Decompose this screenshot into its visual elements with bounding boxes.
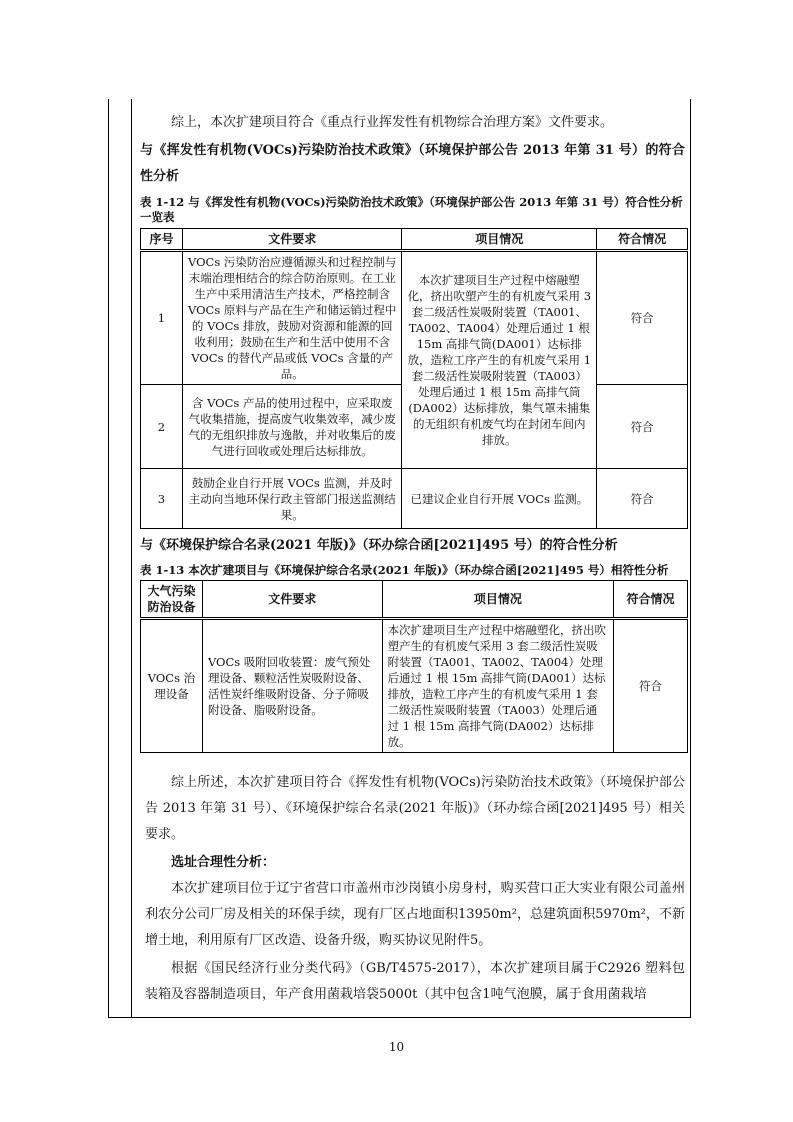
row-situation-merged: 本次扩建项目生产过程中熔融塑化，挤出吹塑产生的有机废气采用 3 套二级活性炭吸附装置（TA001、TA002、TA004）处理后通过 1 根 15m 高排气筒(DA001）达标排放，造粒工序产生的有机废气采用 1 套二级活性炭吸附装置（TA003）处理后通过 1 根 15m 高排气筒(DA002）达标排放，集气罩未捕集的无组织有机废气均在封闭车间内排放。 bbox=[402, 251, 597, 469]
table-header-requirement: 文件要求 bbox=[202, 581, 382, 619]
table-header-device: 大气污染防治设备 bbox=[141, 581, 203, 619]
row-compliance: 符合 bbox=[597, 469, 688, 529]
section-heading-env-directory: 与《环境保护综合名录(2021 年版)》（环办综合函[2021]495 号）的符合性分析 bbox=[140, 538, 618, 553]
row-situation: 本次扩建项目生产过程中熔融塑化，挤出吹塑产生的有机废气采用 3 套二级活性炭吸附装置（TA001、TA002、TA004）处理后通过 1 根 15m 高排气筒(DA001）达标排放，造粒工序产生的有机废气采用 1 套二级活性炭吸附装置（TA003）处理后通过 1 根 15m 高排气筒(DA002）达标排放。 bbox=[382, 619, 614, 753]
row-compliance: 符合 bbox=[597, 385, 688, 469]
table-header-no: 序号 bbox=[141, 229, 183, 251]
paragraph-industry-class: 根据《国民经济行业分类代码》（GB/T4575-2017），本次扩建项目属于C2926 塑料包装箱及容器制造项目，年产食用菌栽培袋5000t（其中包含1吨气泡膜，属于食用菌栽培 bbox=[145, 961, 685, 1002]
table-header-requirement: 文件要求 bbox=[182, 229, 402, 251]
table-header-situation: 项目情况 bbox=[382, 581, 614, 619]
row-number: 3 bbox=[141, 469, 183, 529]
table-header-compliance: 符合情况 bbox=[614, 581, 688, 619]
row-situation: 已建议企业自行开展 VOCs 监测。 bbox=[402, 469, 597, 529]
section-heading-site: 选址合理性分析： bbox=[171, 855, 276, 870]
table-row bbox=[141, 251, 688, 385]
paragraph-summary-2: 综上所述，本次扩建项目符合《挥发性有机物(VOCs)污染防治技术政策》（环境保护部公告 2013 年第 31 号）、《环境保护综合名录(2021 年版)》（环办综合函[2021]495 号）相关要求。 bbox=[145, 775, 685, 842]
table-1-12-caption: 表 1-12 与《挥发性有机物(VOCs)污染防治技术政策》（环境保护部公告 2013 年第 31 号）符合性分析一览表 bbox=[140, 195, 683, 224]
row-requirement: VOCs 吸附回收装置：废气预处理设备、颗粒活性炭吸附设备、活性炭纤维吸附设备、分子筛吸附设备、脂吸附设备。 bbox=[202, 619, 382, 753]
table-1-13-caption: 表 1-13 本次扩建项目与《环境保护综合名录(2021 年版)》（环办综合函[2021]495 号）相符性分析 bbox=[140, 563, 669, 577]
table-row bbox=[141, 469, 688, 529]
row-compliance: 符合 bbox=[597, 251, 688, 385]
paragraph-summary-1: 综上，本次扩建项目符合《重点行业挥发性有机物综合治理方案》文件要求。 bbox=[171, 115, 614, 130]
row-requirement: 鼓励企业自行开展 VOCs 监测，并及时主动向当地环保行政主管部门报送监测结果。 bbox=[182, 469, 402, 529]
table-header-compliance: 符合情况 bbox=[597, 229, 688, 251]
section-heading-vocs-policy: 与《挥发性有机物(VOCs)污染防治技术政策》（环境保护部公告 2013 年第 31 号）的符合性分析 bbox=[140, 143, 685, 184]
row-compliance: 符合 bbox=[614, 619, 688, 753]
page-number: 10 bbox=[388, 1040, 405, 1054]
row-device: VOCs 治理设备 bbox=[141, 619, 203, 753]
row-requirement: VOCs 污染防治应遵循源头和过程控制与末端治理相结合的综合防治原则。在工业生产中采用清洁生产技术，严格控制含 VOCs 原料与产品在生产和储运销过程中的 VOCs 排放，鼓励对资源和能源的回收利用；鼓励在生产和生活中使用不含 VOCs 的替代产品或低 VOCs 含量的产品。 bbox=[182, 251, 402, 385]
row-number: 2 bbox=[141, 385, 183, 469]
table-1-12 bbox=[140, 228, 688, 529]
table-header-situation: 项目情况 bbox=[402, 229, 597, 251]
table-row bbox=[141, 619, 688, 753]
paragraph-site-location: 本次扩建项目位于辽宁省营口市盖州市沙岗镇小房身村，购买营口正大实业有限公司盖州利农分公司厂房及相关的环保手续，现有厂区占地面积13950m²，总建筑面积5970m²，不新增土地，利用原有厂区改造、设备升级，购买协议见附件5。 bbox=[145, 881, 685, 948]
row-requirement: 含 VOCs 产品的使用过程中，应采取废气收集措施，提高废气收集效率，减少废气的无组织排放与逸散，并对收集后的废气进行回收或处理后达标排放。 bbox=[182, 385, 402, 469]
table-1-13 bbox=[140, 580, 688, 753]
row-number: 1 bbox=[141, 251, 183, 385]
